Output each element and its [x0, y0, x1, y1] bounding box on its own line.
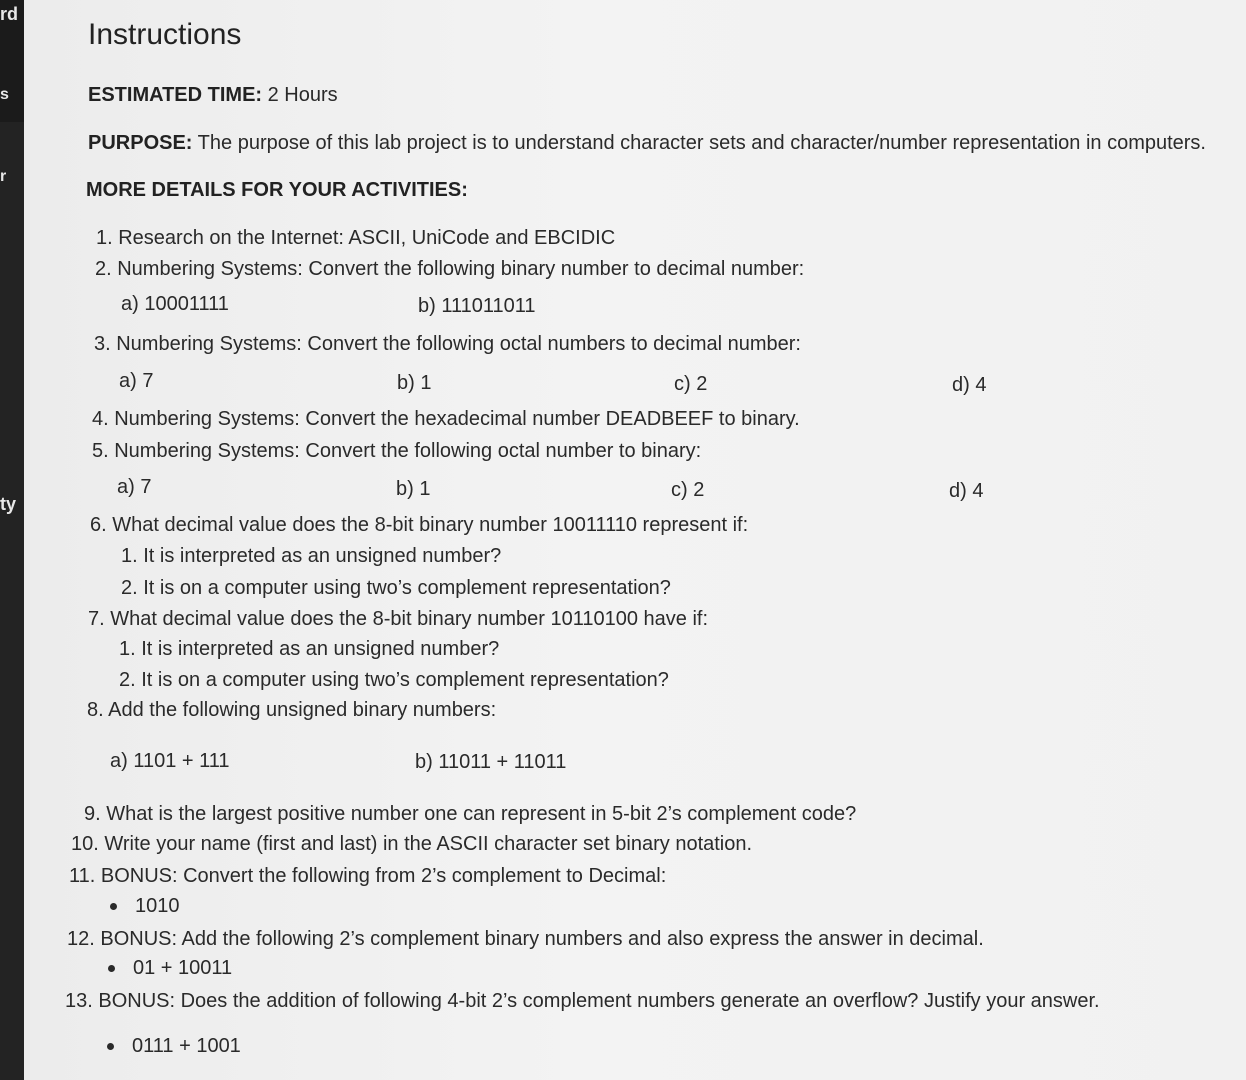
- page-title: Instructions: [88, 18, 242, 51]
- list-item: 3. Numbering Systems: Convert the following octal numbers to decimal number:: [94, 333, 801, 355]
- list-item: 5. Numbering Systems: Convert the following octal number to binary:: [92, 440, 702, 462]
- list-item: 7. What decimal value does the 8-bit binary number 10110100 have if:: [88, 608, 708, 630]
- list-item: d) 4: [949, 480, 984, 502]
- estimated-time-value: 2 Hours: [267, 84, 338, 106]
- list-item: 1. It is interpreted as an unsigned number?: [119, 638, 500, 660]
- list-item: 1. It is interpreted as an unsigned number?: [121, 545, 502, 567]
- list-item: 2. It is on a computer using two’s complement representation?: [121, 577, 671, 599]
- estimated-time-label: ESTIMATED TIME:: [88, 84, 263, 106]
- bullet-text: 0111 + 1001: [132, 1035, 241, 1057]
- bullet-text: 01 + 10011: [133, 957, 233, 979]
- bullet-icon: [107, 1043, 114, 1050]
- list-item: a) 1101 + 111: [110, 750, 230, 772]
- sidebar-body: [0, 122, 24, 1080]
- list-item: 2. Numbering Systems: Convert the following binary number to decimal number:: [95, 258, 805, 280]
- list-item: 9. What is the largest positive number one can represent in 5-bit 2’s complement code?: [84, 803, 857, 825]
- list-item: 13. BONUS: Does the addition of following 4-bit 2’s complement numbers generate an overflow? Justify your answer.: [65, 990, 1100, 1012]
- list-item: a) 7: [117, 476, 152, 498]
- list-item: 1. Research on the Internet: ASCII, UniCode and EBCIDIC: [96, 227, 616, 249]
- list-item: 10. Write your name (first and last) in the ASCII character set binary notation.: [71, 833, 753, 855]
- list-item: 12. BONUS: Add the following 2’s complement binary numbers and also express the answer in decimal.: [67, 928, 984, 950]
- list-item: 8. Add the following unsigned binary numbers:: [87, 699, 497, 721]
- list-item: [110, 895, 180, 918]
- list-item: 2. It is on a computer using two’s complement representation?: [119, 669, 669, 691]
- list-item: a) 7: [119, 370, 154, 392]
- list-item: [108, 957, 232, 980]
- list-item: b) 111011011: [418, 295, 536, 317]
- list-item: b) 1: [397, 372, 432, 394]
- sidebar-label-fragment[interactable]: r: [0, 168, 7, 185]
- sidebar-label-fragment[interactable]: s: [0, 86, 9, 103]
- instructions-page: [24, 0, 1246, 1080]
- list-item: b) 11011 + 11011: [415, 751, 567, 773]
- purpose: [88, 132, 1206, 155]
- estimated-time: [88, 84, 338, 107]
- details-heading: MORE DETAILS FOR YOUR ACTIVITIES:: [86, 179, 468, 201]
- bullet-icon: [108, 965, 115, 972]
- sidebar-label-fragment[interactable]: ty: [0, 494, 17, 514]
- sidebar: [0, 0, 24, 1080]
- list-item: b) 1: [396, 478, 431, 500]
- sidebar-label-fragment[interactable]: rd: [0, 4, 18, 24]
- list-item: c) 2: [671, 479, 705, 501]
- bullet-text: 1010: [135, 895, 180, 917]
- list-item: 11. BONUS: Convert the following from 2’s complement to Decimal:: [69, 865, 667, 887]
- list-item: 4. Numbering Systems: Convert the hexadecimal number DEADBEEF to binary.: [92, 408, 800, 430]
- list-item: c) 2: [674, 373, 708, 395]
- list-item: a) 10001111: [121, 293, 229, 315]
- list-item: d) 4: [952, 374, 987, 396]
- list-item: 6. What decimal value does the 8-bit binary number 10011110 represent if:: [90, 514, 749, 536]
- list-item: [107, 1035, 241, 1058]
- purpose-label: PURPOSE:: [88, 132, 193, 154]
- purpose-text: The purpose of this lab project is to understand character sets and character/number representation in computers.: [197, 132, 1206, 154]
- bullet-icon: [110, 903, 117, 910]
